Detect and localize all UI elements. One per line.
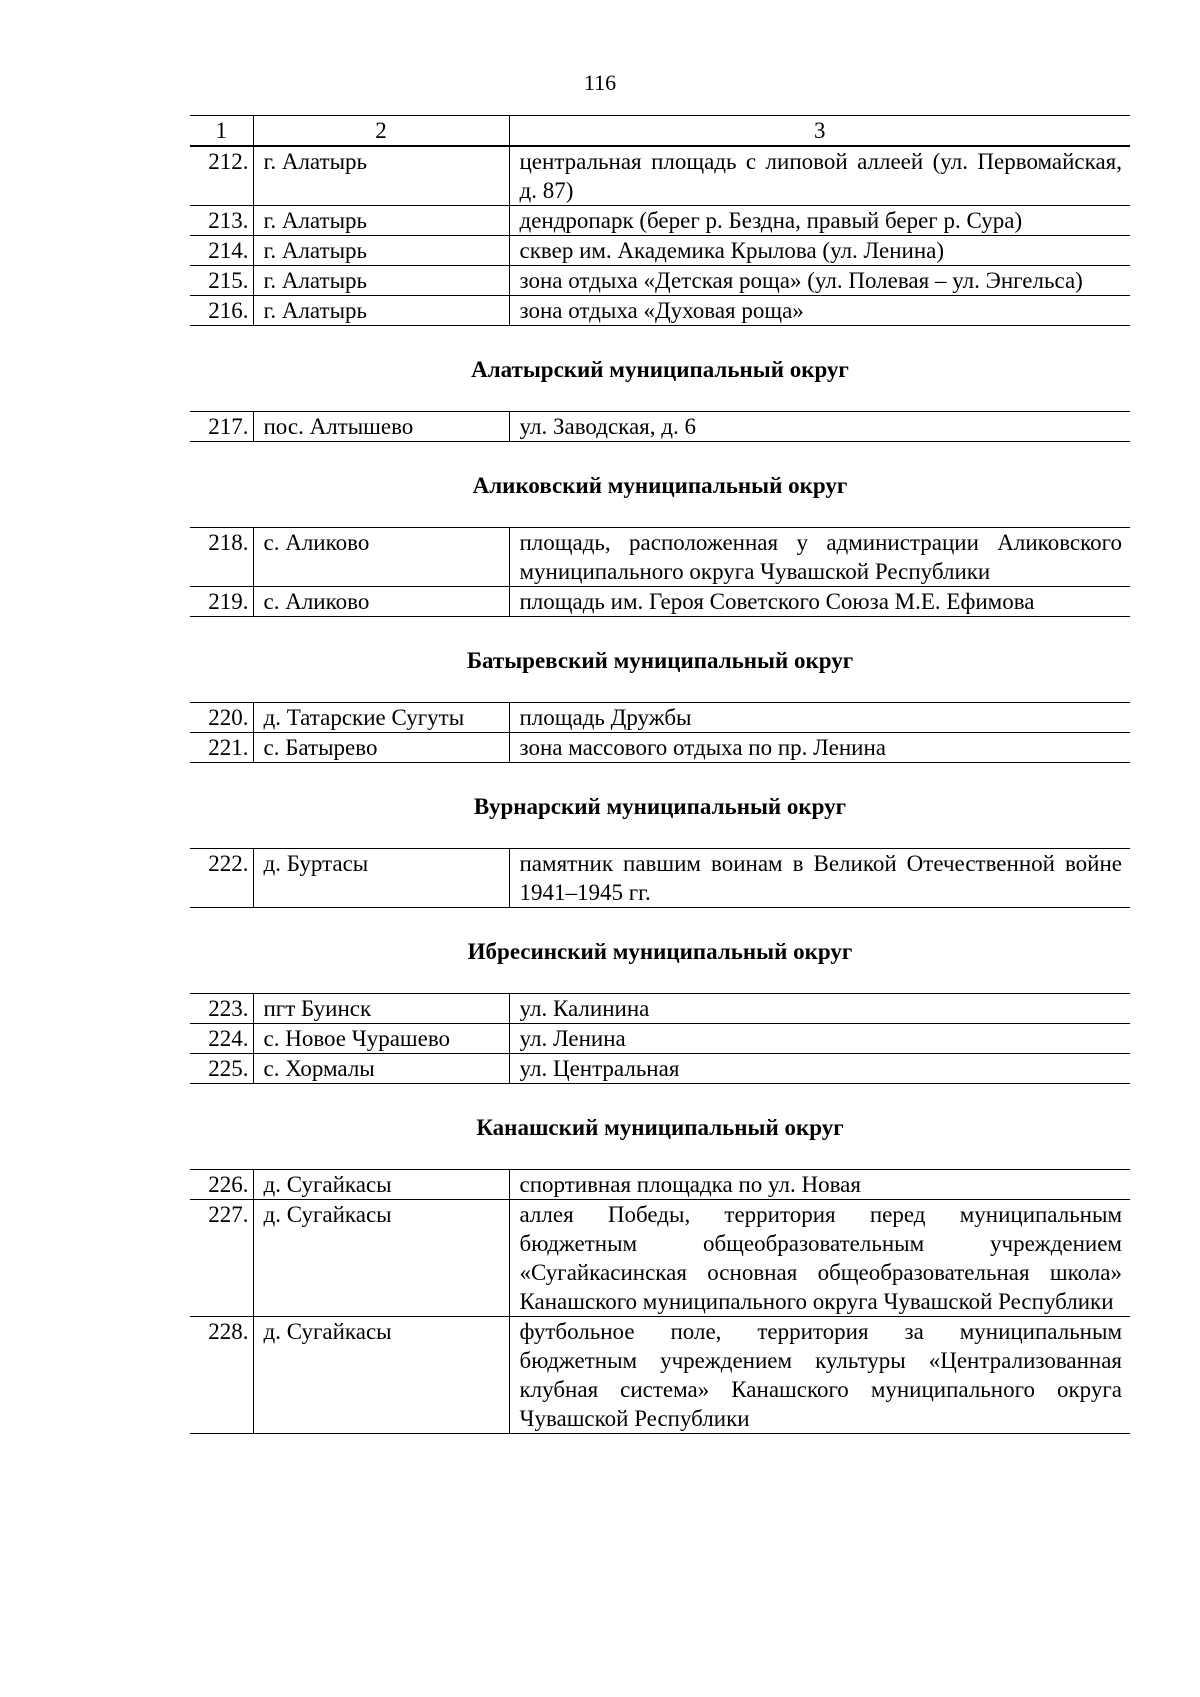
row-place: д. Татарские Сугуты [253,703,509,733]
row-place: д. Сугайкасы [253,1200,509,1317]
table-row [190,266,1130,296]
table-row [190,147,1130,206]
table-row [190,587,1130,617]
table-header [190,115,1130,146]
row-object: площадь Дружбы [509,703,1130,733]
row-object: ул. Ленина [509,1024,1130,1054]
row-number: 217. [190,412,253,442]
row-place: д. Сугайкасы [253,1317,509,1434]
table-row [190,849,1130,908]
row-place: пос. Алтышево [253,412,509,442]
row-object: памятник павшим воинам в Великой Отечественной войне 1941–1945 гг. [509,849,1130,908]
row-place: г. Алатырь [253,206,509,236]
row-object: центральная площадь с липовой аллеей (ул. Первомайская, д. 87) [509,147,1130,206]
table-row [190,236,1130,266]
row-number: 212. [190,147,253,206]
row-object: площадь, расположенная у администрации Аликовского муниципального округа Чувашской Республики [509,528,1130,587]
row-object: зона отдыха «Детская роща» (ул. Полевая – ул. Энгельса) [509,266,1130,296]
row-number: 224. [190,1024,253,1054]
document-body [190,115,1130,1434]
district-table [190,527,1130,617]
row-place: пгт Буинск [253,994,509,1024]
header-cell-number: 1 [190,116,253,146]
table-row [190,703,1130,733]
row-place: г. Алатырь [253,236,509,266]
district-heading: Ибресинский муниципальный округ [467,939,853,964]
row-object: зона отдыха «Духовая роща» [509,296,1130,326]
row-object: ул. Центральная [509,1054,1130,1084]
table-row [190,733,1130,763]
table-row [190,296,1130,326]
row-place: г. Алатырь [253,296,509,326]
district-table [190,993,1130,1084]
row-object: площадь им. Героя Советского Союза М.Е. Ефимова [509,587,1130,617]
table-row [190,206,1130,236]
table-row [190,1024,1130,1054]
table-alatyr-city [190,146,1130,326]
row-number: 228. [190,1317,253,1434]
row-place: с. Аликово [253,587,509,617]
district-heading: Канашский муниципальный округ [476,1115,844,1140]
row-place: с. Новое Чурашево [253,1024,509,1054]
row-object: зона массового отдыха по пр. Ленина [509,733,1130,763]
row-number: 215. [190,266,253,296]
row-number: 225. [190,1054,253,1084]
row-object: футбольное поле, территория за муниципальным бюджетным учреждением культуры «Централизованная клубная система» Канашского муниципального округа Чувашской Республики [509,1317,1130,1434]
district-table [190,1169,1130,1434]
header-cell-object: 3 [509,116,1130,146]
row-number: 218. [190,528,253,587]
row-place: д. Буртасы [253,849,509,908]
row-place: д. Сугайкасы [253,1170,509,1200]
row-place: г. Алатырь [253,266,509,296]
row-object: дендропарк (берег р. Бездна, правый берег р. Сура) [509,206,1130,236]
table-row [190,1200,1130,1317]
table-row [190,1054,1130,1084]
row-number: 221. [190,733,253,763]
row-place: г. Алатырь [253,147,509,206]
row-number: 227. [190,1200,253,1317]
row-object: сквер им. Академика Крылова (ул. Ленина) [509,236,1130,266]
row-number: 214. [190,236,253,266]
district-heading: Вурнарский муниципальный округ [473,794,847,819]
district-table [190,848,1130,908]
row-object: ул. Заводская, д. 6 [509,412,1130,442]
district-heading: Алатырский муниципальный округ [471,357,849,382]
header-cell-place: 2 [253,116,509,146]
table-row [190,1170,1130,1200]
district-table [190,411,1130,442]
row-number: 216. [190,296,253,326]
header-row [190,116,1130,146]
district-heading: Аликовский муниципальный округ [472,473,848,498]
district-heading: Батыревский муниципальный округ [466,648,854,673]
page-number: 116 [583,70,617,95]
row-place: с. Хормалы [253,1054,509,1084]
row-object: спортивная площадка по ул. Новая [509,1170,1130,1200]
row-number: 219. [190,587,253,617]
table-row [190,412,1130,442]
row-number: 222. [190,849,253,908]
row-object: аллея Победы, территория перед муниципальным бюджетным общеобразовательным учреждением «Сугайкасинская основная общеобразовательная школа» Канашского муниципального округа Чувашской Республики [509,1200,1130,1317]
row-number: 226. [190,1170,253,1200]
district-table [190,702,1130,763]
row-number: 223. [190,994,253,1024]
row-number: 220. [190,703,253,733]
row-place: с. Батырево [253,733,509,763]
table-row [190,994,1130,1024]
row-place: с. Аликово [253,528,509,587]
row-object: ул. Калинина [509,994,1130,1024]
row-number: 213. [190,206,253,236]
table-row [190,528,1130,587]
table-row [190,1317,1130,1434]
